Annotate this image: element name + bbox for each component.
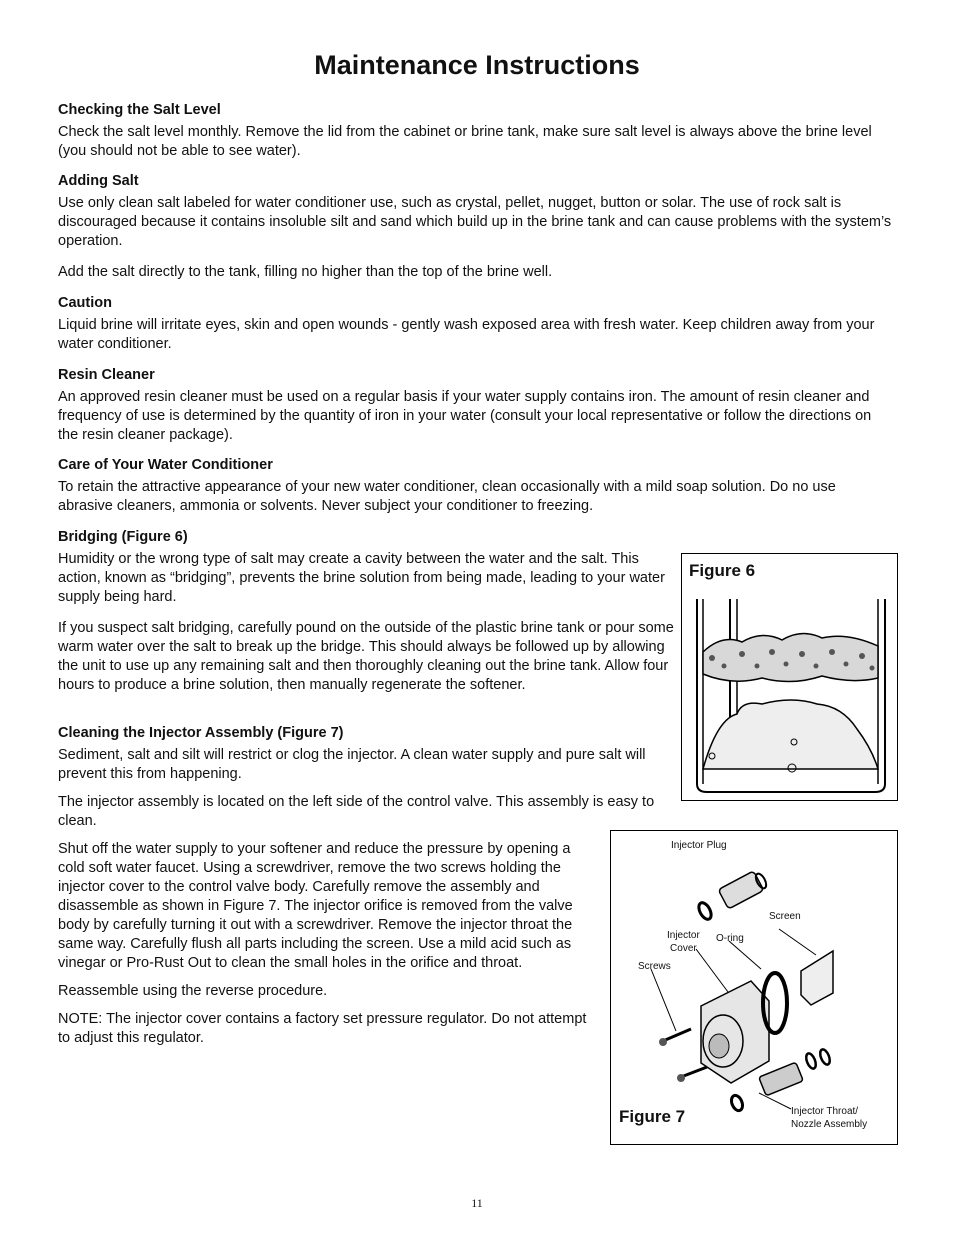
figure-label: Figure 7	[619, 1107, 686, 1126]
section-body: Liquid brine will irritate eyes, skin and open wounds - gently wash exposed area with fresh water. Keep children away from your water conditioner.	[58, 317, 875, 352]
section-body: Shut off the water supply to your softener and reduce the pressure by opening a cold soft water faucet. Using a screwdriver, remove the two screws holding the injector cover to the control valve body. Carefully remove the assembly and disassemble as shown in Figure 7. The injector orifice is removed from the valve body by carefully turning it out with a screwdriver. Remove the injector throat the same way. Carefully flush all parts including the screen. Use a mild acid such as vinegar or Pro-Rust Out to clean the small holes in the orifice and throat.	[58, 841, 573, 971]
figure-7	[610, 830, 898, 1145]
label-injector-plug: Injector Plug	[671, 840, 727, 851]
section-body: If you suspect salt bridging, carefully pound on the outside of the plastic brine tank or pour some warm water over the salt to break up the bridge. This should always be followed up by allowing the unit to use up any remaining salt and then thoroughly cleaning out the brine tank. Allow four hours to produce a brine solution, then manually regenerate the softener.	[58, 620, 674, 693]
section-body: To retain the attractive appearance of your new water conditioner, clean occasionally with a mild soap solution. Do no use abrasive cleaners, ammonia or solvents. Never subject your conditioner to freezing.	[58, 479, 836, 514]
section-body: Check the salt level monthly. Remove the lid from the cabinet or brine tank, make sure salt level is always above the brine level (you should not be able to see water).	[58, 124, 872, 159]
label-o-ring: O-ring	[716, 933, 744, 944]
page-title: Maintenance Instructions	[314, 50, 640, 80]
section-resin-cleaner	[58, 366, 878, 445]
injector-assembly-illustration	[611, 831, 897, 1144]
section-heading: Resin Cleaner	[58, 367, 155, 383]
section-adding-salt	[58, 172, 898, 282]
section-care	[58, 456, 888, 516]
label-line: Injector Throat/	[791, 1106, 859, 1117]
section-heading: Care of Your Water Conditioner	[58, 457, 273, 473]
label-line: Cover	[670, 943, 697, 954]
label-line: Nozzle Assembly	[791, 1119, 868, 1130]
brine-tank-illustration	[682, 554, 897, 800]
section-heading: Adding Salt	[58, 173, 139, 189]
section-body: Humidity or the wrong type of salt may create a cavity between the water and the salt. This action, known as “bridging”, prevents the brine solution from being made, leading to your water supply being hard.	[58, 551, 665, 605]
page-number: 11	[471, 1196, 483, 1210]
section-salt-level	[58, 101, 898, 161]
label-line: Injector	[667, 930, 700, 941]
section-body: Use only clean salt labeled for water conditioner use, such as crystal, pellet, nugget, button or solar. The use of rock salt is discouraged because it contains insoluble silt and sand which build up in the brine tank and can cause problems with the system’s operation.	[58, 195, 892, 249]
section-body: The injector assembly is located on the left side of the control valve. This assembly is easy to clean.	[58, 794, 655, 829]
section-body: Sediment, salt and silt will restrict or clog the injector. A clean water supply and pure salt will prevent this from happening.	[58, 747, 646, 782]
section-body: Reassemble using the reverse procedure.	[58, 983, 328, 999]
section-caution	[58, 294, 898, 354]
label-screws: Screws	[638, 961, 671, 972]
section-bridging	[58, 528, 674, 695]
section-injector	[58, 724, 674, 1048]
figure-6	[681, 553, 898, 801]
figure-label: Figure 6	[689, 561, 756, 580]
section-heading: Checking the Salt Level	[58, 102, 221, 118]
section-heading: Bridging (Figure 6)	[58, 529, 188, 545]
label-injector-throat	[791, 1105, 867, 1131]
label-screen: Screen	[769, 911, 801, 922]
section-body: An approved resin cleaner must be used on a regular basis if your water supply contains iron. The amount of resin cleaner and frequency of use is determined by the quantity of iron in your water (consult your local representative or follow the directions on the resin cleaner package).	[58, 389, 872, 443]
section-heading: Caution	[58, 295, 112, 311]
section-body: Add the salt directly to the tank, filling no higher than the top of the brine well.	[58, 264, 553, 280]
label-injector-cover	[667, 929, 700, 955]
section-body: NOTE: The injector cover contains a factory set pressure regulator. Do not attempt to adjust this regulator.	[58, 1011, 587, 1046]
section-heading: Cleaning the Injector Assembly (Figure 7)	[58, 725, 344, 741]
